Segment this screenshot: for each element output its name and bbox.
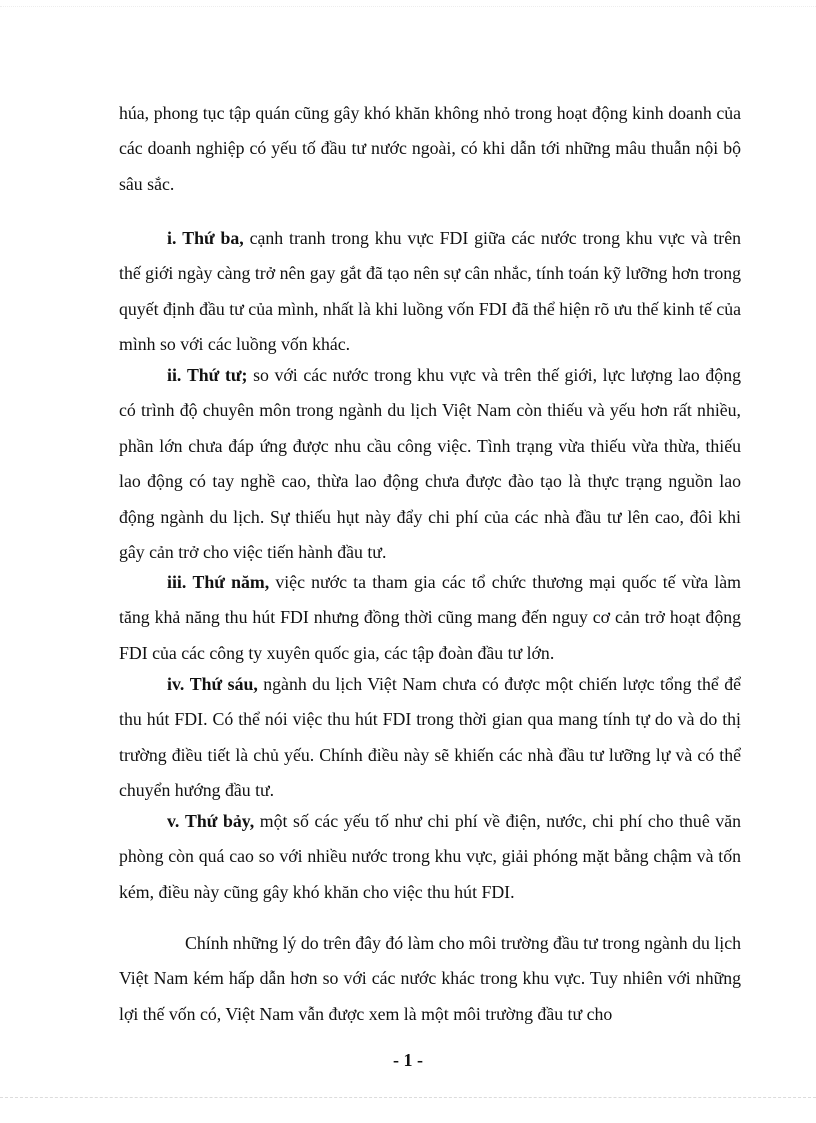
item-keyword: Thứ bảy, xyxy=(184,811,255,831)
item-number: ii. xyxy=(167,365,182,385)
item-keyword: Thứ ba, xyxy=(182,228,244,248)
page-top-border xyxy=(0,6,816,7)
item-1-block xyxy=(119,221,741,363)
conclusion-block xyxy=(119,926,741,1032)
list-item-thu-tu xyxy=(119,358,741,570)
item-text: so với các nước trong khu vực và trên thế giới, lực lượng lao động có trình độ chuyên môn trong ngành du lịch Việt Nam còn thiếu và yếu hơn rất nhiều, phần lớn chưa đáp ứng được nhu cầu công việc. Tình trạng vừa thiếu vừa thừa, thiếu lao động có tay nghề cao, thừa lao động chưa được đào tạo là thực trạng nguồn lao động ngành du lịch. Sự thiếu hụt này đẩy chi phí của các nhà đầu tư lên cao, đôi khi gây cản trở cho việc tiến hành đầu tư. xyxy=(119,365,741,563)
intro-paragraph: húa, phong tục tập quán cũng gây khó khăn không nhỏ trong hoạt động kinh doanh của các doanh nghiệp có yếu tố đầu tư nước ngoài, có khi dẫn tới những mâu thuẫn nội bộ sâu sắc. xyxy=(119,103,741,194)
list-item-thu-sau xyxy=(119,667,741,809)
item-number: v. xyxy=(167,811,180,831)
item-keyword: Thứ sáu, xyxy=(189,674,258,694)
item-number: iii. xyxy=(167,572,187,592)
item-number: i. xyxy=(167,228,177,248)
item-2-block xyxy=(119,358,741,570)
item-text: việc nước ta tham gia các tổ chức thương mại quốc tế vừa làm tăng khả năng thu hút FDI nhưng đồng thời cũng mang đến nguy cơ cản trở hoạt động FDI của các công ty xuyên quốc gia, các tập đoàn đầu tư lớn. xyxy=(119,572,742,663)
page-number: - 1 - xyxy=(393,1050,423,1070)
item-5-block xyxy=(119,804,741,910)
page-bottom-border xyxy=(0,1097,816,1098)
item-text: một số các yếu tố như chi phí về điện, nước, chi phí cho thuê văn phòng còn quá cao so với nhiều nước trong khu vực, giải phóng mặt bằng chậm và tốn kém, điều này cũng gây khó khăn cho việc thu hút FDI. xyxy=(119,811,742,902)
item-keyword: Thứ tư; xyxy=(186,365,248,385)
list-item-thu-nam xyxy=(119,565,741,671)
conclusion-paragraph: Chính những lý do trên đây đó làm cho môi trường đầu tư trong ngành du lịch Việt Nam kém hấp dẫn hơn so với các nước khác trong khu vực. Tuy nhiên với những lợi thế vốn có, Việt Nam vẫn được xem là một môi trường đầu tư cho xyxy=(119,933,741,1024)
intro-paragraph-block xyxy=(119,96,741,202)
item-keyword: Thứ năm, xyxy=(192,572,270,592)
item-number: iv. xyxy=(167,674,185,694)
list-item-thu-ba xyxy=(119,221,741,363)
item-text: cạnh tranh trong khu vực FDI giữa các nước trong khu vực và trên thế giới ngày càng trở nên gay gắt đã tạo nên sự cân nhắc, tính toán kỹ lưỡng hơn trong quyết định đầu tư của mình, nhất là khi luồng vốn FDI đã thể hiện rõ ưu thế kinh tế của mình so với các luồng vốn khác. xyxy=(119,228,741,355)
item-3-block xyxy=(119,565,741,671)
item-4-block xyxy=(119,667,741,809)
list-item-thu-bay xyxy=(119,804,741,910)
item-text: ngành du lịch Việt Nam chưa có được một chiến lược tổng thể để thu hút FDI. Có thể nói việc thu hút FDI trong thời gian qua mang tính tự do và do thị trường điều tiết là chủ yếu. Chính điều này sẽ khiến các nhà đầu tư lưỡng lự và có thể chuyển hướng đầu tư. xyxy=(119,674,741,801)
